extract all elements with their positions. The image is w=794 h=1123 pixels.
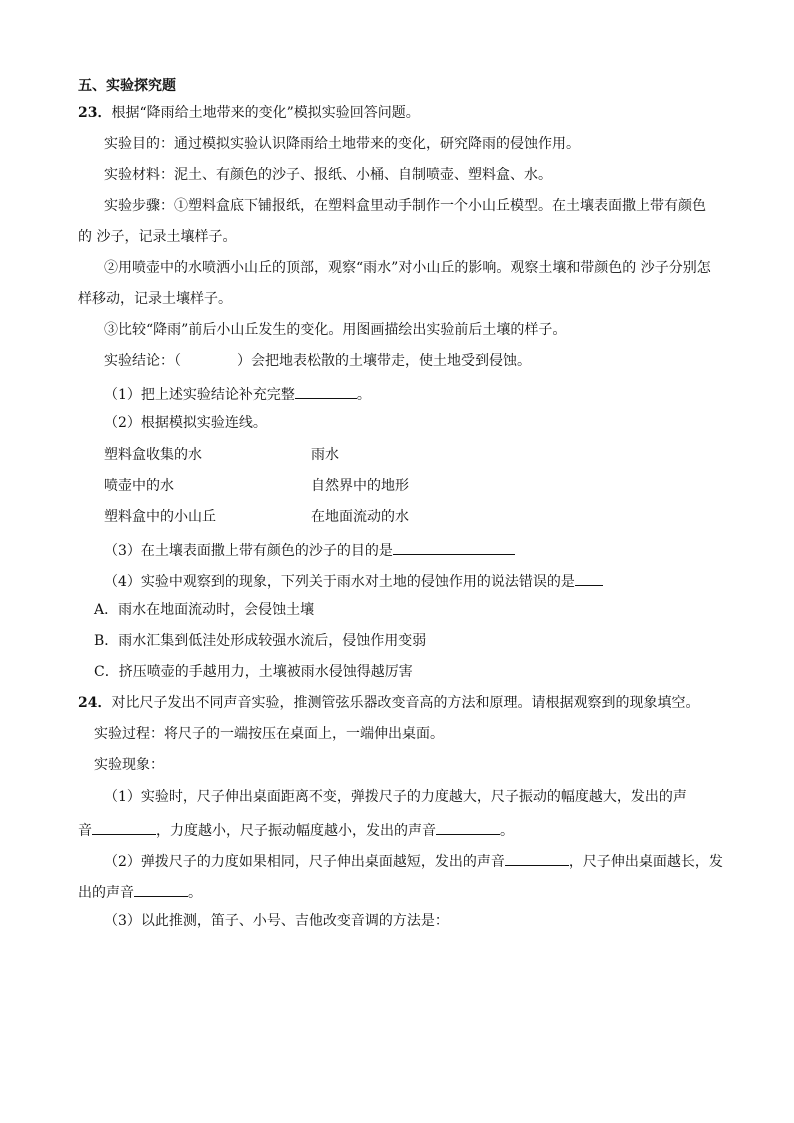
q23-steps-1b: 的 沙子，记录土壤样子。 xyxy=(78,229,237,245)
q23-materials: 实验材料：泥土、有颜色的沙子、报纸、小桶、自制喷壶、塑料盒、水。 xyxy=(104,167,552,183)
match-left-item[interactable]: 喷壶中的水 xyxy=(104,478,174,494)
option-c[interactable]: C．挤压喷壶的手越用力，土壤被雨水侵蚀得越厉害 xyxy=(94,664,413,680)
q24-sub2b: 出的声音 。 xyxy=(78,880,202,903)
q24-sub1b: 音 ，力度越小，尺子振动幅度越小，发出的声音 。 xyxy=(78,818,514,841)
question-number: 23． xyxy=(78,105,112,121)
q23-sub4: （4）实验中观察到的现象，下列关于雨水对土地的侵蚀作用的说法错误的是 xyxy=(104,569,603,592)
section-title: 五、实验探究题 xyxy=(78,78,176,94)
q23-sub1: （1）把上述实验结论补充完整 。 xyxy=(104,382,371,405)
q23-steps-2b: 样移动，记录土壤样子。 xyxy=(78,291,232,307)
answer-blank[interactable] xyxy=(575,569,603,586)
option-b[interactable]: B．雨水汇集到低洼处形成较强水流后，侵蚀作用变弱 xyxy=(94,633,427,649)
match-right-item[interactable]: 雨水 xyxy=(311,447,339,463)
match-right-item[interactable]: 自然界中的地形 xyxy=(311,478,409,494)
question-number: 24． xyxy=(78,695,112,711)
q24-sub2a: （2）弹拨尺子的力度如果相同，尺子伸出桌面越短，发出的声音 ，尺子伸出桌面越长，发 xyxy=(104,849,723,872)
answer-blank[interactable] xyxy=(295,382,357,399)
answer-blank[interactable] xyxy=(436,818,500,835)
q23-steps-3: ③比较“降雨”前后小山丘发生的变化。用图画描绘出实验前后土壤的样子。 xyxy=(104,322,567,338)
q24-process: 实验过程：将尺子的一端按压在桌面上，一端伸出桌面。 xyxy=(94,726,444,742)
q23-steps-1a: 实验步骤：①塑料盒底下铺报纸，在塑料盒里动手制作一个小山丘模型。在土壤表面撒上带有颜色 xyxy=(104,198,706,214)
q24-sub3: （3）以此推测，笛子、小号、吉他改变音调的方法是： xyxy=(104,913,449,929)
option-a[interactable]: A．雨水在地面流动时，会侵蚀土壤 xyxy=(94,602,315,618)
q24-sub1a: （1）实验时，尺子伸出桌面距离不变，弹拨尺子的力度越大，尺子振动的幅度越大，发出的声 xyxy=(104,789,687,805)
question-text: 对比尺子发出不同声音实验，推测管弦乐器改变音高的方法和原理。请根据观察到的现象填空。 xyxy=(111,695,700,711)
match-right-item[interactable]: 在地面流动的水 xyxy=(311,509,409,525)
answer-blank[interactable] xyxy=(134,880,188,897)
question-23-stem xyxy=(78,103,420,123)
q23-steps-2a: ②用喷壶中的水喷洒小山丘的顶部，观察“雨水”对小山丘的影响。观察土壤和带颜色的 沙子分别怎 xyxy=(104,260,711,276)
match-left-item[interactable]: 塑料盒收集的水 xyxy=(104,447,202,463)
q23-purpose: 实验目的：通过模拟实验认识降雨给土地带来的变化，研究降雨的侵蚀作用。 xyxy=(104,136,580,152)
answer-blank[interactable] xyxy=(393,538,515,555)
q23-sub2: （2）根据模拟实验连线。 xyxy=(104,415,267,431)
q23-sub3: （3）在土壤表面撒上带有颜色的沙子的目的是 xyxy=(104,538,515,561)
q24-phenomenon: 实验现象： xyxy=(94,757,164,773)
q23-conclusion: 实验结论：（ ）会把地表松散的土壤带走，使土地受到侵蚀。 xyxy=(104,353,531,369)
question-text: 根据“降雨给土地带来的变化”模拟实验回答问题。 xyxy=(111,105,420,121)
match-left-item[interactable]: 塑料盒中的小山丘 xyxy=(104,509,216,525)
question-24-stem xyxy=(78,693,699,713)
answer-blank[interactable] xyxy=(92,818,156,835)
answer-blank[interactable] xyxy=(505,849,569,866)
